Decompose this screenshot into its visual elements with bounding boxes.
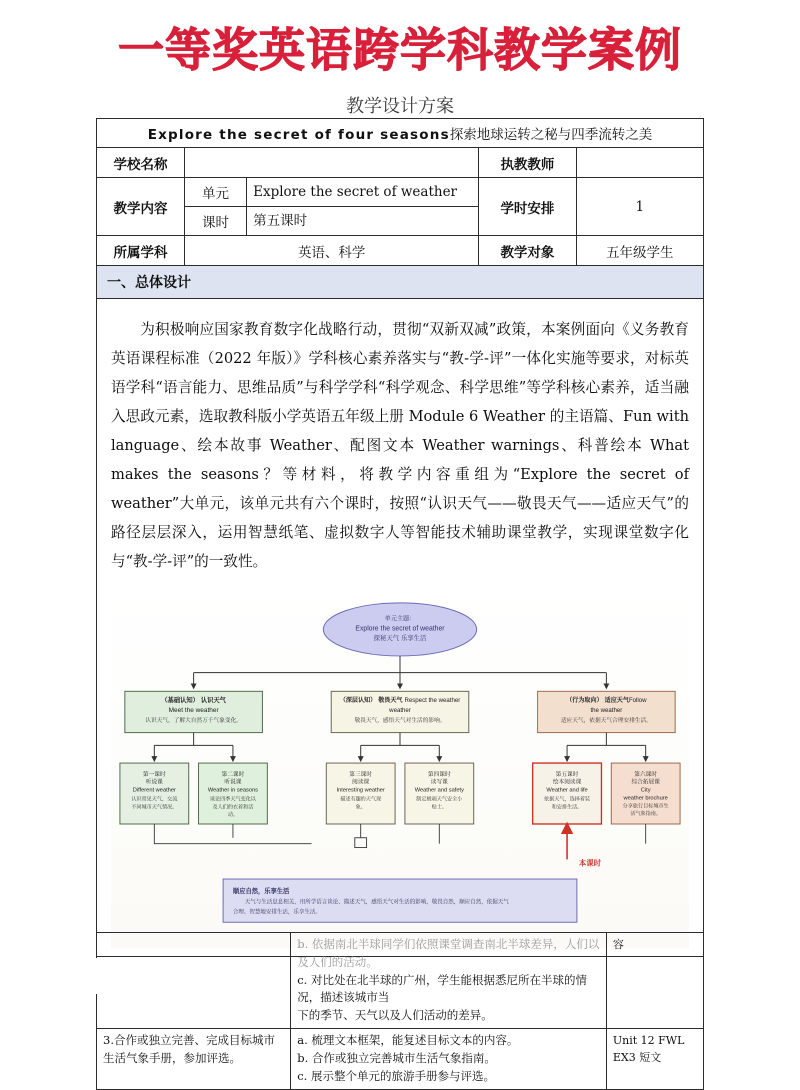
field-label-school: 学校名称 (97, 148, 185, 178)
lesson-2-desc-a: 谈论四季天气变化以 (209, 796, 256, 803)
lesson-2-desc-b: 及人们的衣着和活 (212, 804, 254, 811)
current-lesson-label: 本课时 (578, 858, 601, 868)
node-branch-2-title: （深层认知） 敬畏天气 Respect the weather (339, 697, 461, 705)
lesson-5-no: 第五课时 (555, 771, 579, 778)
cell-objectives-clipped (291, 933, 607, 1029)
cell-resource-3: Unit 12 FWL EX3 短文 (606, 1029, 703, 1089)
content-subtable (185, 178, 478, 235)
sub-value-unit: Explore the secret of weather (247, 178, 479, 207)
lesson-6-en-a: City (640, 787, 651, 794)
table-row (97, 119, 704, 148)
lesson-box-2 (199, 763, 268, 824)
node-branch-1-title: （基础认知） 认识天气 (161, 697, 226, 705)
footer-desc-b: 合理、智慧地安排生活，乐享生活。 (232, 909, 321, 916)
lesson-box-6 (611, 763, 680, 824)
table-row (185, 178, 478, 207)
lesson-box-1 (120, 763, 189, 824)
overview-paragraph: 为积极响应国家教育数字化战略行动，贯彻“双新双减”政策，本案例面向《义务教育英语课程标准（2022 年版）》学科核心素养落实与“教-学-评”一体化实施等要求，对标英语学科“语言能力、思维品质”与科学学科“科学观念、科学思维”等学科核心素养，适当融入思政元素，选取教科版小学英语五年级上册 Module 6 Weather 的主语篇、Fun with language、绘本故事 Weather、配图文本 Weather warnings、科普绘本 What makes the seasons？等材料，将教学内容重组为“Explore the secret of weather”大单元，该单元共有六个课时，按照“认识天气——敬畏天气——适应天气”的路径层层深入，运用智慧纸笔、虚拟数字人等智能技术辅助课堂教学，实现课堂数字化与“教-学-评”的一致性。 (111, 321, 689, 570)
lesson-2-type: 听说课 (224, 779, 242, 786)
page-title: 一等奖英语跨学科教学案例 (118, 23, 682, 77)
lesson-2-desc-c: 动。 (227, 812, 239, 819)
lesson-box-4 (405, 763, 474, 824)
cell-resource-clipped: 容 (606, 933, 703, 1029)
lesson-3-en: Interesting weather (336, 787, 385, 794)
lesson-5-desc-a: 依据天气，选择着装 (544, 796, 591, 803)
content-subtable-cell (185, 178, 479, 236)
footer-desc-a: 天气与生活息息相关，用所学语言谈论、描述天气，感悟天气对生活的影响，敬畏自然，顺应自然，依据天气 (244, 899, 509, 906)
section-body (96, 299, 704, 957)
node-branch-2-en2: weather (389, 706, 411, 714)
node-branch-1-desc: 认识天气，了解大自然万千气象变化。 (145, 717, 242, 724)
node-unit-theme-line3: 探秘天气 乐享生活 (373, 635, 427, 643)
lesson-1-desc-a: 认识常见天气，交流 (131, 796, 178, 803)
lesson-4-no: 第四课时 (427, 771, 451, 778)
node-branch-3-en2: the weather (590, 706, 623, 714)
objective-3c: c. 展示整个单元的旅游手册参与评选。 (297, 1068, 495, 1083)
lesson-info-table (96, 118, 704, 266)
lesson-5-desc-b: 和安排生活。 (551, 804, 583, 811)
objective-3b: b. 合作或独立完善城市生活气象指南。 (297, 1050, 496, 1065)
lesson-6-desc-a: 分享旅行目标城市生 (622, 803, 669, 810)
unit-flowchart (111, 590, 689, 948)
node-unit-theme-line2: Explore the secret of weather (355, 625, 445, 633)
field-value-school[interactable] (185, 148, 479, 178)
table-row (97, 148, 704, 178)
lesson-2-no: 第二课时 (221, 771, 245, 778)
node-branch-2-desc: 敬畏天气，感悟天气对生活的影响。 (354, 717, 446, 724)
lesson-box-5-current (533, 763, 602, 824)
lesson-4-desc-a: 制定极端天气安全小 (416, 796, 463, 803)
lesson-1-no: 第一课时 (142, 771, 166, 778)
field-value-teacher[interactable] (576, 148, 704, 178)
field-label-teacher: 执教教师 (479, 148, 576, 178)
field-value-hours: 1 (576, 178, 704, 236)
lesson-5-en: Weather and life (546, 787, 588, 794)
footer-title: 顺应自然，乐享生活 (232, 887, 290, 895)
field-label-audience: 教学对象 (479, 236, 576, 266)
lesson-3-desc-a: 描述有趣的天气现 (340, 796, 382, 803)
node-branch-3-title: （行为取向） 适应天气Follow (566, 697, 647, 705)
field-value-audience: 五年级学生 (576, 236, 704, 266)
lesson-6-type: 综合拓展课 (631, 779, 660, 786)
node-unit-theme-line1: 单元主题： (384, 615, 416, 623)
lesson-4-en: Weather and safety (414, 787, 464, 794)
lesson-3-desc-b: 象。 (355, 804, 366, 811)
node-footer-summary (223, 879, 577, 922)
clipped-line-1: c. 对比处在北半球的广州，学生能根据悉尼所在半球的情况，描述该城市当 (297, 972, 587, 1005)
sub-label-period: 课时 (185, 207, 247, 236)
document-sheet (96, 118, 704, 957)
table-row (97, 236, 704, 266)
doc-title-cn: 探索地球运转之秘与四季流转之美 (449, 127, 653, 143)
field-label-content: 教学内容 (97, 178, 185, 236)
lesson-6-desc-b: 活气象指南。 (630, 811, 662, 818)
cell-objectives-3 (291, 1029, 607, 1089)
node-branch-1-en: Meet the weather (168, 706, 219, 714)
field-label-hours: 学时安排 (479, 178, 576, 236)
flowchart-svg (115, 596, 685, 940)
cell-task-3: 3.合作或独立完善、完成目标城市生活气象手册，参加评选。 (97, 1029, 291, 1089)
table-row (185, 207, 478, 236)
table-row (97, 178, 704, 236)
lesson-4-desc-b: 贴士。 (431, 804, 447, 811)
lesson-box-3 (326, 763, 395, 824)
doc-title-cell (97, 119, 704, 148)
clipped-faded-line: b. 依据南北半球同学们依照课堂调查南北半球差异，人们以及人们的活动。 (297, 937, 600, 969)
objectives-table (96, 932, 704, 1090)
flowchart-occluder (96, 958, 256, 994)
lesson-1-desc-b: 不同城市天气情况。 (131, 804, 178, 811)
lesson-3-no: 第三课时 (349, 771, 373, 778)
lesson-1-type: 听说课 (145, 779, 163, 786)
lesson-2-en: Weather in seasons (207, 787, 259, 794)
section-header-overall-design: 一、总体设计 (96, 266, 704, 299)
lesson-3-type: 阅读课 (352, 779, 370, 786)
doc-title-en: Explore the secret of four seasons (147, 127, 450, 143)
objective-3a: a. 梳理文本框架，能复述目标文本的内容。 (297, 1033, 519, 1048)
lesson-1-en: Different weather (132, 787, 176, 794)
lesson-6-no: 第六课时 (634, 771, 658, 778)
field-value-subject: 英语、科学 (185, 236, 479, 266)
page-subtitle: 教学设计方案 (346, 96, 454, 117)
table-row (97, 1029, 704, 1089)
node-branch-3-desc: 适应天气，依据天气合理安排生活。 (560, 717, 652, 724)
sub-label-unit: 单元 (185, 178, 247, 207)
sub-value-period: 第五课时 (253, 212, 308, 229)
field-label-subject: 所属学科 (97, 236, 185, 266)
clipped-line-2: 下的季节、天气以及人们活动的差异。 (297, 1008, 493, 1023)
lesson-4-type: 读写课 (430, 779, 448, 786)
lesson-5-type: 绘本阅读课 (552, 779, 582, 786)
lesson-6-en-b: weather brochure (623, 795, 668, 802)
